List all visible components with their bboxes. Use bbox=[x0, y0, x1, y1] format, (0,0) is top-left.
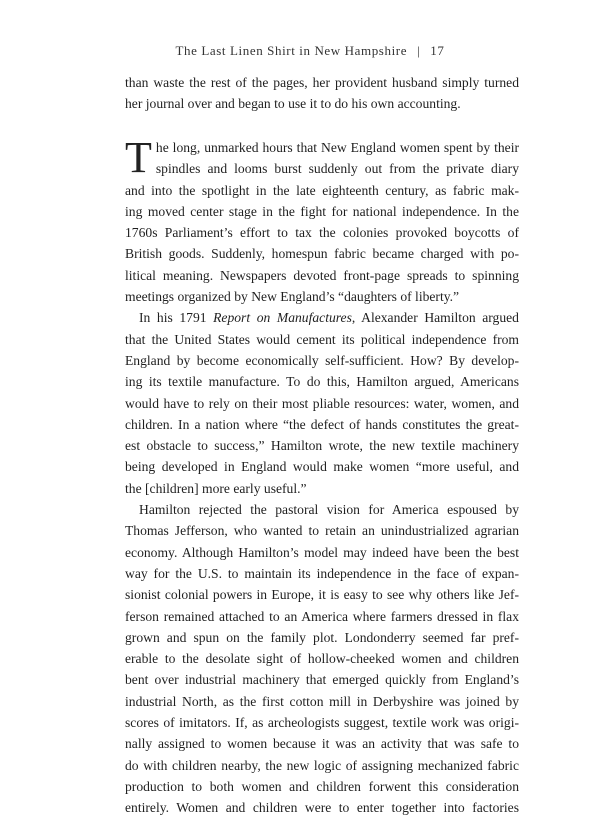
text-line: than waste the rest of the pages, her provident husband simply turned bbox=[125, 75, 519, 90]
text-segment: , Alexander Hamilton argued bbox=[351, 310, 519, 326]
text-line: 1760s Parliament’s effort to tax the colonies provoked boycotts of bbox=[125, 225, 519, 241]
text-line: he long, unmarked hours that New England women spent by their bbox=[155, 140, 519, 155]
drop-cap: T bbox=[125, 133, 152, 182]
text-line: Hamilton rejected the pastoral vision for America espoused by bbox=[139, 502, 519, 518]
text-line: economy. Although Hamilton’s model may indeed have been the best bbox=[125, 544, 519, 560]
text-line: and into the spotlight in the late eighteenth century, as fabric mak- bbox=[125, 182, 519, 198]
text-line: way for the U.S. to maintain its independence in the face of expan- bbox=[125, 565, 519, 581]
text-line: the [children] more early useful.” bbox=[125, 480, 307, 496]
text-line: est obstacle to success,” Hamilton wrote, the new textile machinery bbox=[125, 438, 519, 454]
text-line: ing its textile manufacture. To do this, Hamilton argued, Americans bbox=[125, 374, 519, 390]
text-line bbox=[125, 307, 519, 328]
text-line: scores of imitators. If, as archeologists suggest, textile work was origi- bbox=[125, 715, 519, 731]
text-line: erable to the desolate sight of hollow-cheeked women and children bbox=[125, 651, 519, 667]
text-line: grown and spun on the family plot. Londonderry seemed far pref- bbox=[125, 629, 519, 645]
running-head-title: The Last Linen Shirt in New Hampshire bbox=[175, 43, 408, 58]
text-line: meetings organized by New England’s “daughters of liberty.” bbox=[125, 289, 460, 305]
text-line: England by become economically self-sufficient. How? By develop- bbox=[125, 352, 519, 368]
paragraph-jefferson bbox=[125, 499, 519, 818]
text-line: that the United States would cement its political independence from bbox=[125, 331, 519, 347]
text-line: spindles and looms burst suddenly out from the private diary bbox=[155, 161, 519, 177]
text-line: do with children nearby, the new logic of assigning mechanized fabric bbox=[125, 757, 519, 773]
text-line: British goods. Suddenly, homespun fabric became charged with po- bbox=[125, 246, 519, 262]
text-line: nally assigned to women because it was an activity that was safe to bbox=[125, 736, 519, 752]
text-segment: In his 1791 bbox=[139, 310, 214, 326]
text-line: would have to rely on their most pliable resources: water, women, and bbox=[125, 395, 519, 411]
text-line: litical meaning. Newspapers devoted front-page spreads to spinning bbox=[125, 267, 519, 283]
body-text bbox=[125, 133, 519, 819]
paragraph-continued bbox=[125, 72, 519, 115]
text-line: entirely. Women and children were to enter together into factories bbox=[125, 800, 519, 816]
text-line: ing moved center stage in the fight for national independence. In the bbox=[125, 203, 519, 219]
paragraph-hamilton-report bbox=[125, 307, 519, 499]
book-title: Report on Manufactures bbox=[213, 310, 352, 326]
text-line: production to both women and children forwent this consideration bbox=[125, 778, 519, 794]
text-line: children. In a nation where “the defect of hands constitutes the great- bbox=[125, 416, 519, 432]
text-line: ferson remained attached to an America where farmers dressed in flax bbox=[125, 608, 519, 624]
running-head bbox=[100, 43, 520, 59]
page-number: 17 bbox=[430, 43, 445, 58]
text-line: Thomas Jefferson, who wanted to retain an unindustrialized agrarian bbox=[125, 523, 519, 539]
text-line: being developed in England would make women “more useful, and bbox=[125, 459, 519, 475]
text-line: industrial North, as the first cotton mill in Derbyshire was joined by bbox=[125, 693, 519, 709]
text-line: bent over industrial machinery that emerged quickly from England’s bbox=[125, 672, 519, 688]
paragraph-dropcap bbox=[125, 133, 519, 307]
text-line: her journal over and began to use it to do his own accounting. bbox=[125, 96, 461, 112]
text-line: sionist colonial powers in Europe, it is easy to see why others like Jef- bbox=[125, 587, 519, 603]
running-head-separator: | bbox=[417, 43, 421, 58]
